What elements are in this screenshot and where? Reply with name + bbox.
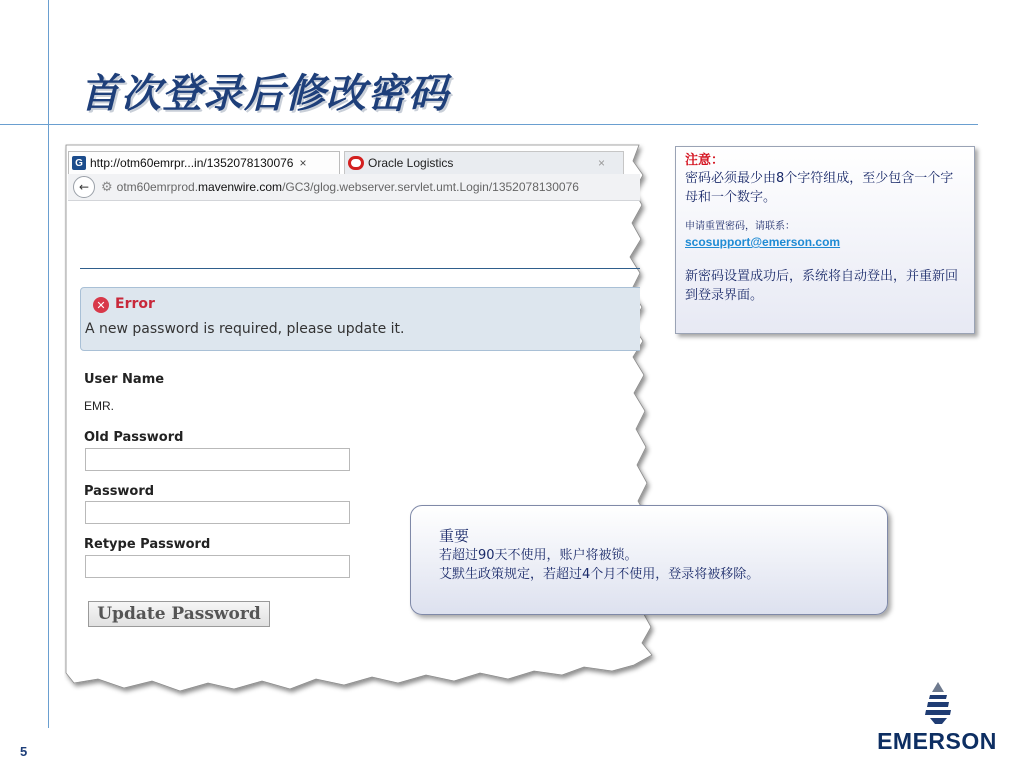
important-callout [410,505,888,615]
callout-removal-info: 艾默生政策规定，若超过4个月不使用，登录将被移除。 [439,567,760,582]
callout-lock-info: 若超过90天不使用，账户将被锁。 [439,548,638,563]
tab-title: http://otm60emrpr...in/1352078130076 [90,156,294,170]
username-label: User Name [84,372,165,387]
notes-box [675,146,975,334]
left-accent-line [48,0,49,728]
update-password-button[interactable]: Update Password [88,601,270,627]
address-bar [68,174,640,201]
tab-oracle-logistics[interactable] [344,151,624,174]
slide-title: 首次登录后修改密码 [80,70,449,117]
note-logout-info: 新密码设置成功后，系统将自动登出，并重新回到登录界面。 [685,269,959,303]
retype-password-label: Retype Password [84,537,211,552]
password-label: Password [84,484,155,499]
callout-title: 重要 [439,527,470,545]
note-reset-contact: 申请重置密码，请联系： [685,221,795,232]
support-email-link[interactable]: scosupport@emerson.com [685,235,841,249]
password-field[interactable] [85,501,350,524]
url-prefix: otm60emrprod. [116,180,199,194]
username-value: EMR. [84,399,114,413]
site-favicon-icon: G [72,156,86,170]
page-header-rule [80,268,640,269]
emerson-logo-icon [920,682,956,728]
retype-password-field[interactable] [85,555,350,578]
note-title: 注意： [685,153,725,168]
page-number: 5 [20,744,28,759]
tab-title: Oracle Logistics [368,156,454,170]
url-domain: mavenwire.com [198,180,283,194]
oracle-favicon-icon [348,156,364,170]
tab-login-url[interactable] [68,151,340,174]
error-x-icon: ✕ [93,297,109,313]
error-message: A new password is required, please update it. [85,321,405,337]
error-title: Error [115,296,155,312]
old-password-field[interactable] [85,448,350,471]
tab-strip [68,151,640,174]
note-password-rule: 密码必须最少由8个字符组成，至少包含一个字母和一个数字。 [685,171,954,205]
logo-text: EMERSON [877,728,997,754]
close-tab-icon[interactable]: × [597,156,605,170]
old-password-label: Old Password [84,430,184,445]
back-arrow-icon[interactable]: ← [73,176,95,198]
emerson-logo [862,680,1012,756]
close-tab-icon[interactable]: × [299,156,307,170]
url-path: /GC3/glog.webserver.servlet.umt.Login/1352078130076 [282,180,579,194]
globe-icon: ⚙ [101,179,113,195]
error-message-box [80,287,640,351]
browser-screenshot [64,143,664,708]
url-field[interactable] [117,180,579,194]
title-underline [0,124,978,125]
